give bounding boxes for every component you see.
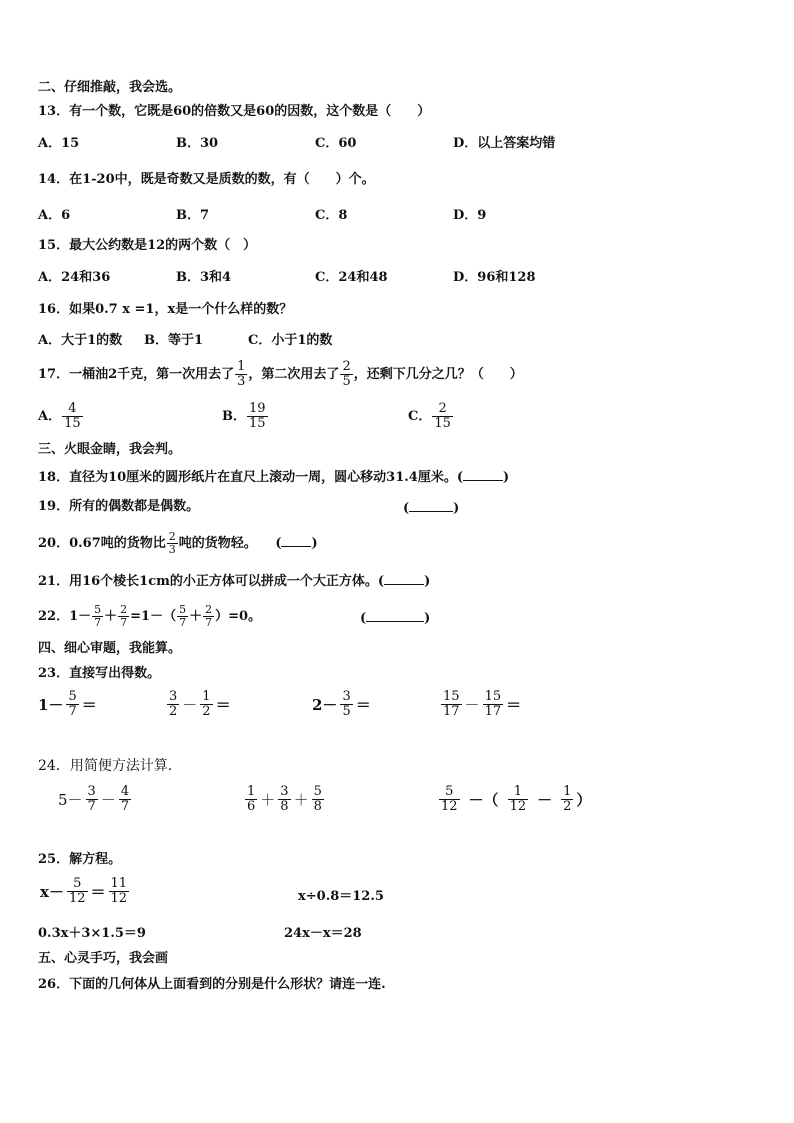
q17-option-c: C． $\frac{2}{15}$: [408, 401, 451, 431]
q15-option-a: A．24和36: [38, 270, 111, 285]
q14-option-d: D．9: [453, 208, 487, 223]
q17-option-b: B． $\frac{19}{15}$: [222, 401, 266, 431]
q25-equation-3: 0.3x＋3×1.5＝9: [38, 926, 146, 941]
question-17: 17．一桶油2千克，第一次用去了 $\frac{1}{3}$ ，第二次用去了 $\frac{2}{5}$ ，还剩下几分之几？（ ）: [38, 359, 523, 389]
answer-blank[interactable]: [281, 534, 311, 547]
q13-option-b: B．30: [176, 136, 219, 151]
q14-option-b: B．7: [176, 208, 210, 223]
q24-expr-2: $\frac{1}{6}$ ＋ $\frac{3}{8}$ ＋ $\frac{5}{8}$: [247, 784, 322, 814]
q15-option-c: C．24和48: [315, 270, 388, 285]
question-16: 16．如果0.7 x =1，x是一个什么样的数？: [38, 302, 293, 317]
q23-expr-4: $\frac{15}{17}$ － $\frac{15}{17}$ ＝: [443, 689, 522, 719]
q23-expr-2: $\frac{3}{2}$ － $\frac{1}{2}$ ＝: [169, 689, 231, 719]
q16-option-b: B．等于1: [144, 333, 204, 348]
question-21: 21．用16个棱长1cm的小正方体可以拼成一个大正方体。( ): [38, 574, 431, 589]
q13-option-c: C．60: [315, 136, 357, 151]
fraction-1-3: $\frac{1}{3}$: [237, 359, 246, 389]
q14-option-a: A．6: [38, 208, 71, 223]
question-14: 14．在1-20中，既是奇数又是质数的数，有（ ）个。: [38, 172, 375, 187]
question-15: 15．最大公约数是12的两个数（ ）: [38, 238, 257, 253]
question-18: 18．直径为10厘米的圆形纸片在直尺上滚动一周，圆心移动31.4厘米。( ): [38, 470, 510, 485]
q14-option-c: C．8: [315, 208, 348, 223]
question-22: 22．1－ $\frac{5}{7}$ ＋ $\frac{2}{7}$ =1－（ $\frac{5}{7}$ ＋ $\frac{2}{7}$ ）=0。: [38, 603, 262, 629]
q23-expr-3: 2－ $\frac{3}{5}$ ＝: [312, 689, 371, 719]
section-2-heading: 二、仔细推敲，我会选。: [38, 80, 182, 95]
question-13: 13．有一个数，它既是60的倍数又是60的因数，这个数是（ ）: [38, 104, 431, 119]
q22-answer: ( ): [360, 611, 431, 626]
question-24-title: 24．用简便方法计算.: [38, 758, 173, 774]
q16-option-c: C．小于1的数: [248, 333, 333, 348]
q19-answer: ( ): [403, 501, 460, 516]
q17-option-a: A． $\frac{4}{15}$: [38, 401, 81, 431]
answer-blank[interactable]: [366, 609, 424, 622]
question-25-title: 25．解方程。: [38, 852, 122, 867]
q24-expr-1: 5－ $\frac{3}{7}$ － $\frac{4}{7}$: [58, 784, 130, 814]
question-26: 26．下面的几何体从上面看到的分别是什么形状？请连一连.: [38, 977, 386, 992]
question-23-title: 23．直接写出得数。: [38, 666, 161, 681]
section-5-heading: 五、心灵手巧，我会画: [38, 951, 169, 966]
section-4-heading: 四、细心审题，我能算。: [38, 641, 182, 656]
q25-equation-1: x－ $\frac{5}{12}$ ＝ $\frac{11}{12}$: [40, 876, 128, 906]
q16-option-a: A．大于1的数: [38, 333, 123, 348]
answer-blank[interactable]: [463, 468, 503, 481]
fraction-2-5: $\frac{2}{5}$: [342, 359, 351, 389]
q15-option-d: D．96和128: [453, 270, 536, 285]
question-19: 19．所有的偶数都是偶数。: [38, 499, 200, 514]
q13-option-a: A．15: [38, 136, 80, 151]
answer-blank[interactable]: [384, 572, 424, 585]
q24-expr-3: $\frac{5}{12}$ －（ $\frac{1}{12}$ － $\frac{1}{2}$ ）: [441, 784, 592, 814]
q15-option-b: B．3和4: [176, 270, 232, 285]
q25-equation-2: x÷0.8＝12.5: [298, 889, 384, 904]
section-3-heading: 三、火眼金睛，我会判。: [38, 442, 182, 457]
q13-option-d: D．以上答案均错: [453, 136, 556, 151]
q23-expr-1: 1－ $\frac{5}{7}$ ＝: [38, 689, 97, 719]
question-20: 20．0.67吨的货物比 $\frac{2}{3}$ 吨的货物轻。 ( ): [38, 530, 318, 556]
q25-equation-4: 24x－x＝28: [284, 926, 362, 941]
answer-blank[interactable]: [409, 499, 453, 512]
